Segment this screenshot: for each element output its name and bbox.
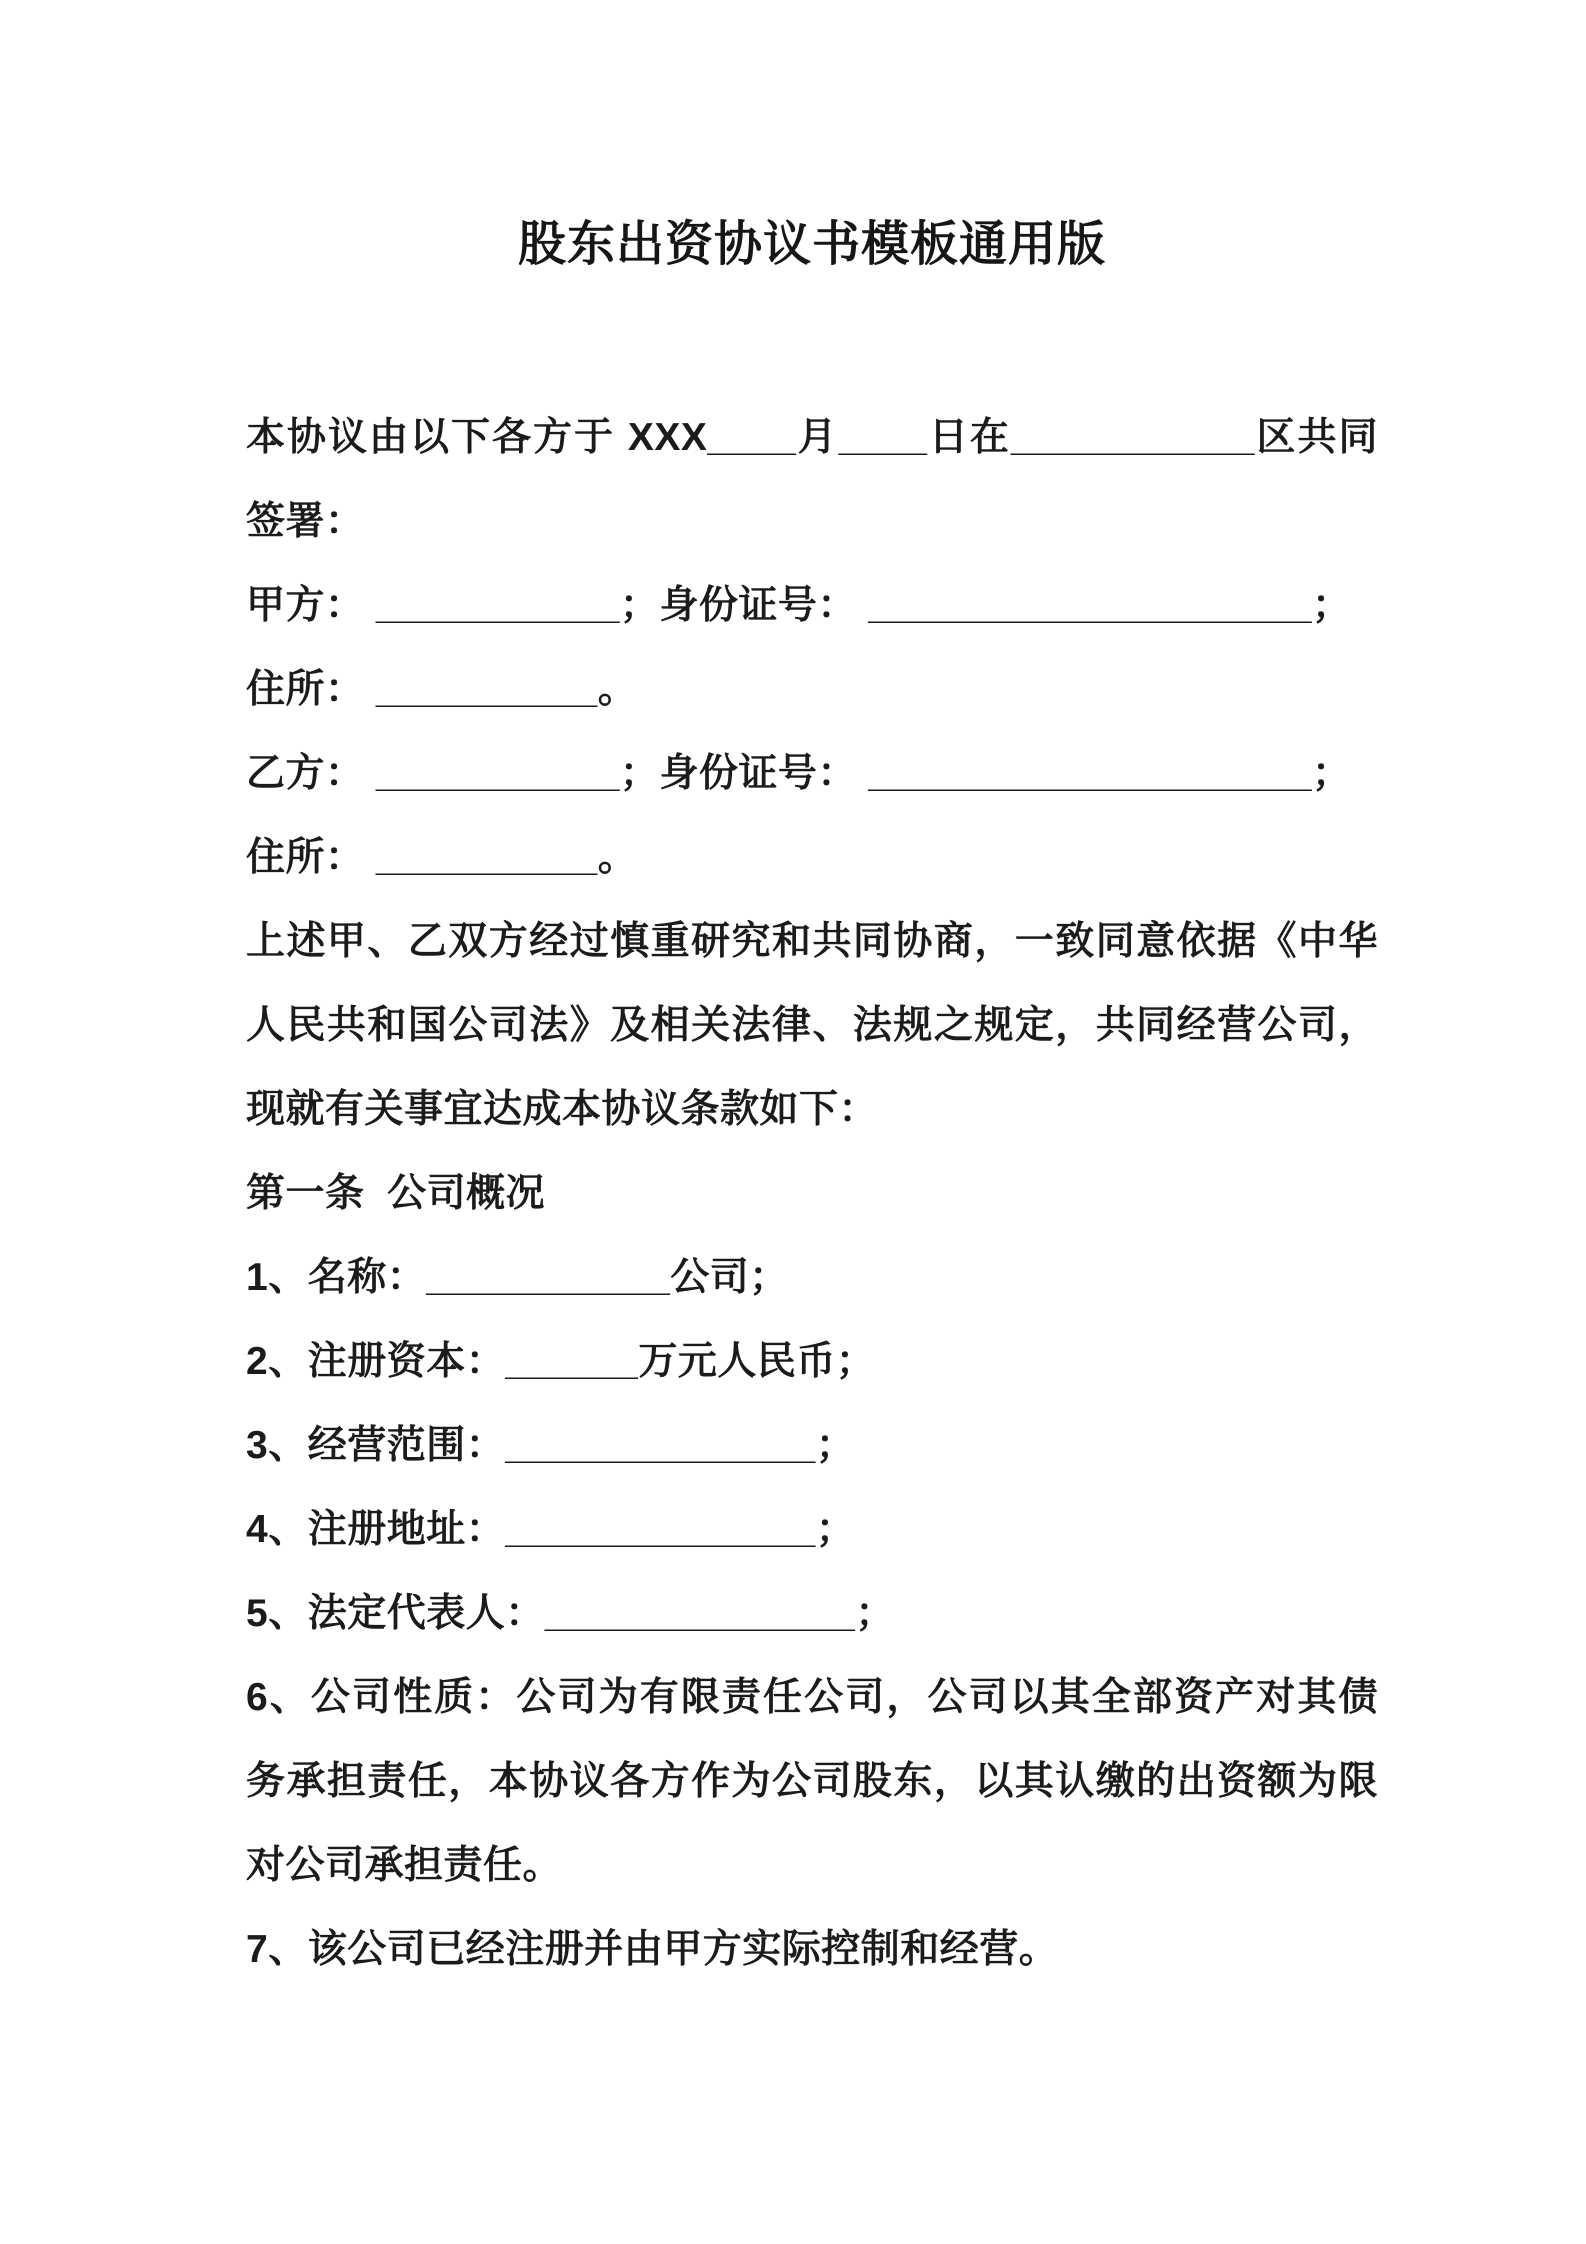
body-line-16: 6、公司性质：公司为有限责任公司，公司以其全部资产对其债 — [246, 1676, 1378, 1719]
body-line-19: 7、该公司已经注册并由甲方实际控制和经营。 — [246, 1928, 1059, 1971]
body-line-14: 4、注册地址：______________； — [246, 1508, 856, 1551]
body-line-9: 现就有关事宜达成本协议条款如下： — [246, 1088, 879, 1131]
body-line-13: 3、经营范围：______________； — [246, 1424, 856, 1467]
body-line-18: 对公司承担责任。 — [246, 1844, 563, 1887]
body-line-2: 签署： — [246, 500, 365, 543]
body-line-8: 人民共和国公司法》及相关法律、法规之规定，共同经营公司， — [246, 1004, 1378, 1047]
body-line-7: 上述甲、乙双方经过慎重研究和共同协商，一致同意依据《中华 — [246, 920, 1378, 963]
body-line-4: 住所： __________。 — [246, 668, 638, 711]
body-line-17: 务承担责任，本协议各方作为公司股东，以其认缴的出资额为限 — [246, 1760, 1378, 1803]
body-line-1: 本协议由以下各方于 XXX____月____日在___________区共同 — [246, 416, 1378, 459]
body-line-5: 乙方： ___________；身份证号： ____________________； — [246, 752, 1352, 795]
body-line-15: 5、法定代表人：______________； — [246, 1592, 895, 1635]
body-line-6: 住所： __________。 — [246, 836, 638, 879]
body-line-11: 1、名称：___________公司； — [246, 1256, 789, 1299]
body-line-10: 第一条 公司概况 — [246, 1172, 546, 1215]
document-title: 股东出资协议书模板通用版 — [517, 218, 1106, 271]
document-body — [246, 396, 1378, 1992]
body-line-12: 2、注册资本：______万元人民币； — [246, 1340, 876, 1383]
body-line-3: 甲方： ___________；身份证号： ____________________； — [246, 584, 1352, 627]
